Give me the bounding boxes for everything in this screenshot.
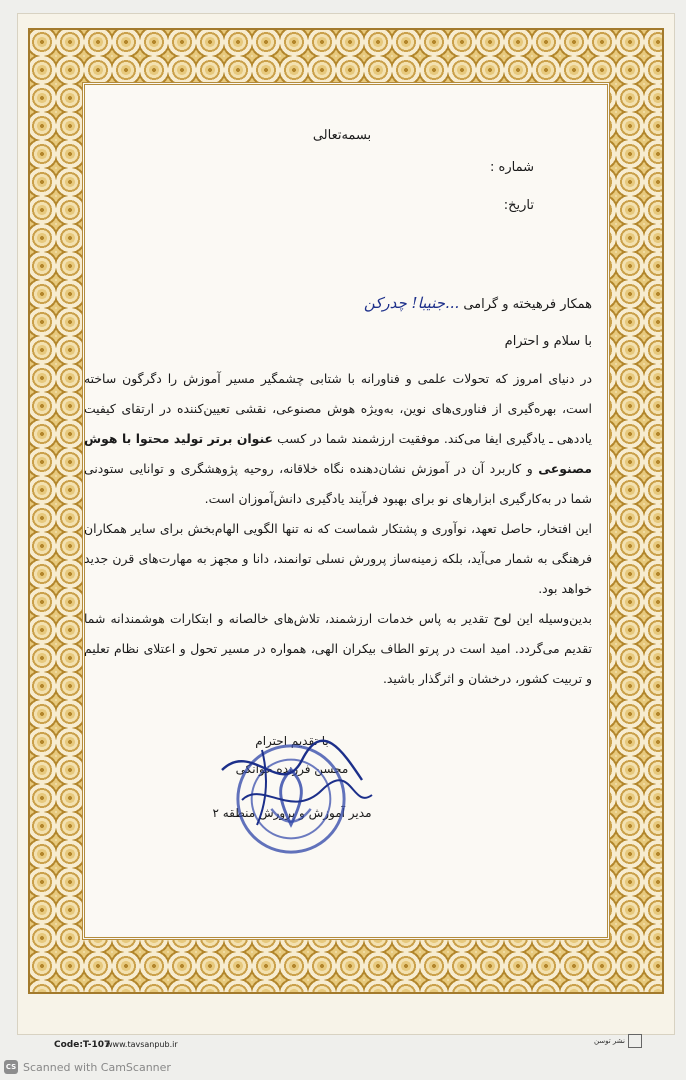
closing-regards: با تقدیم احترام: [255, 734, 329, 748]
number-label: شماره :: [490, 160, 534, 175]
publisher-logo: [558, 1034, 642, 1050]
signature-icon: [202, 730, 382, 850]
date-label: تاریخ:: [503, 198, 534, 213]
paragraph-2: این افتخار، حاصل تعهد، نوآوری و پشتکار شماست که نه تنها الگویی الهام‌بخش برای سایر همکاران فرهنگی به شمار می‌آید، بلکه زمینه‌ساز پرورش نسلی توانمند، دانا و مجهز به مهارت‌های قرن جدید خواهد بود.: [84, 521, 592, 596]
publisher-name: نشر توسن: [593, 1037, 625, 1045]
greeting: با سلام و احترام: [504, 334, 592, 349]
signatory-name: محسن فرزنده خوانکی: [235, 762, 349, 776]
recipient-name: ...جنیبا! چدرکن: [363, 294, 460, 312]
camscanner-icon: CS: [4, 1060, 18, 1074]
bismillah-heading: بسمه‌تعالی: [312, 128, 372, 143]
scanner-watermark: [4, 1058, 171, 1076]
paragraph-1-end: و کاربرد آن در آموزش نشان‌دهنده نگاه خلاقانه، روحیه پژوهشگری و توانایی ستودنی شما در به‌کارگیری ابزارهای نو برای بهبود فرآیند یادگیری دانش‌آموزان است.: [84, 461, 592, 506]
paragraph-1: [84, 364, 592, 514]
publisher-logo-icon: [628, 1034, 642, 1048]
salutation-label: همکار فرهیخته و گرامی: [463, 297, 592, 312]
signatory-title: مدیر آموزش و پرورش منطقه ۲: [212, 806, 372, 820]
paragraph-3: بدین‌وسیله این لوح تقدیر به پاس خدمات ارزشمند، تلاش‌های خالصانه و ابتکارات هوشمندانه شما تقدیم می‌گردد. امید است در پرتو الطاف بیکران الهی، همواره در مسیر تحول و اعتلای نظام تعلیم و تربیت کشور، درخشان و اثرگذار باشید.: [84, 611, 592, 686]
scanner-label: Scanned with CamScanner: [23, 1060, 171, 1074]
publisher-website: www.tavsanpub.ir: [106, 1040, 178, 1049]
paragraph-1-start: در دنیای امروز که تحولات علمی و فناورانه با شتابی چشمگیر مسیر آموزش را دگرگون ساخته است، بهره‌گیری از فناوری‌های نوین، به‌ویژه هوش مصنوعی، نقشی تعیین‌کننده در ارتقای کیفیت یاددهی ـ یادگیری ایفا می‌کند. موفقیت ارزشمند شما در کسب: [84, 371, 592, 446]
paragraph-1-highlight: عنوان برتر تولید محتوا با هوش مصنوعی: [84, 431, 592, 476]
document-code: Code:T-107: [54, 1040, 111, 1050]
salutation-line: [364, 294, 592, 312]
